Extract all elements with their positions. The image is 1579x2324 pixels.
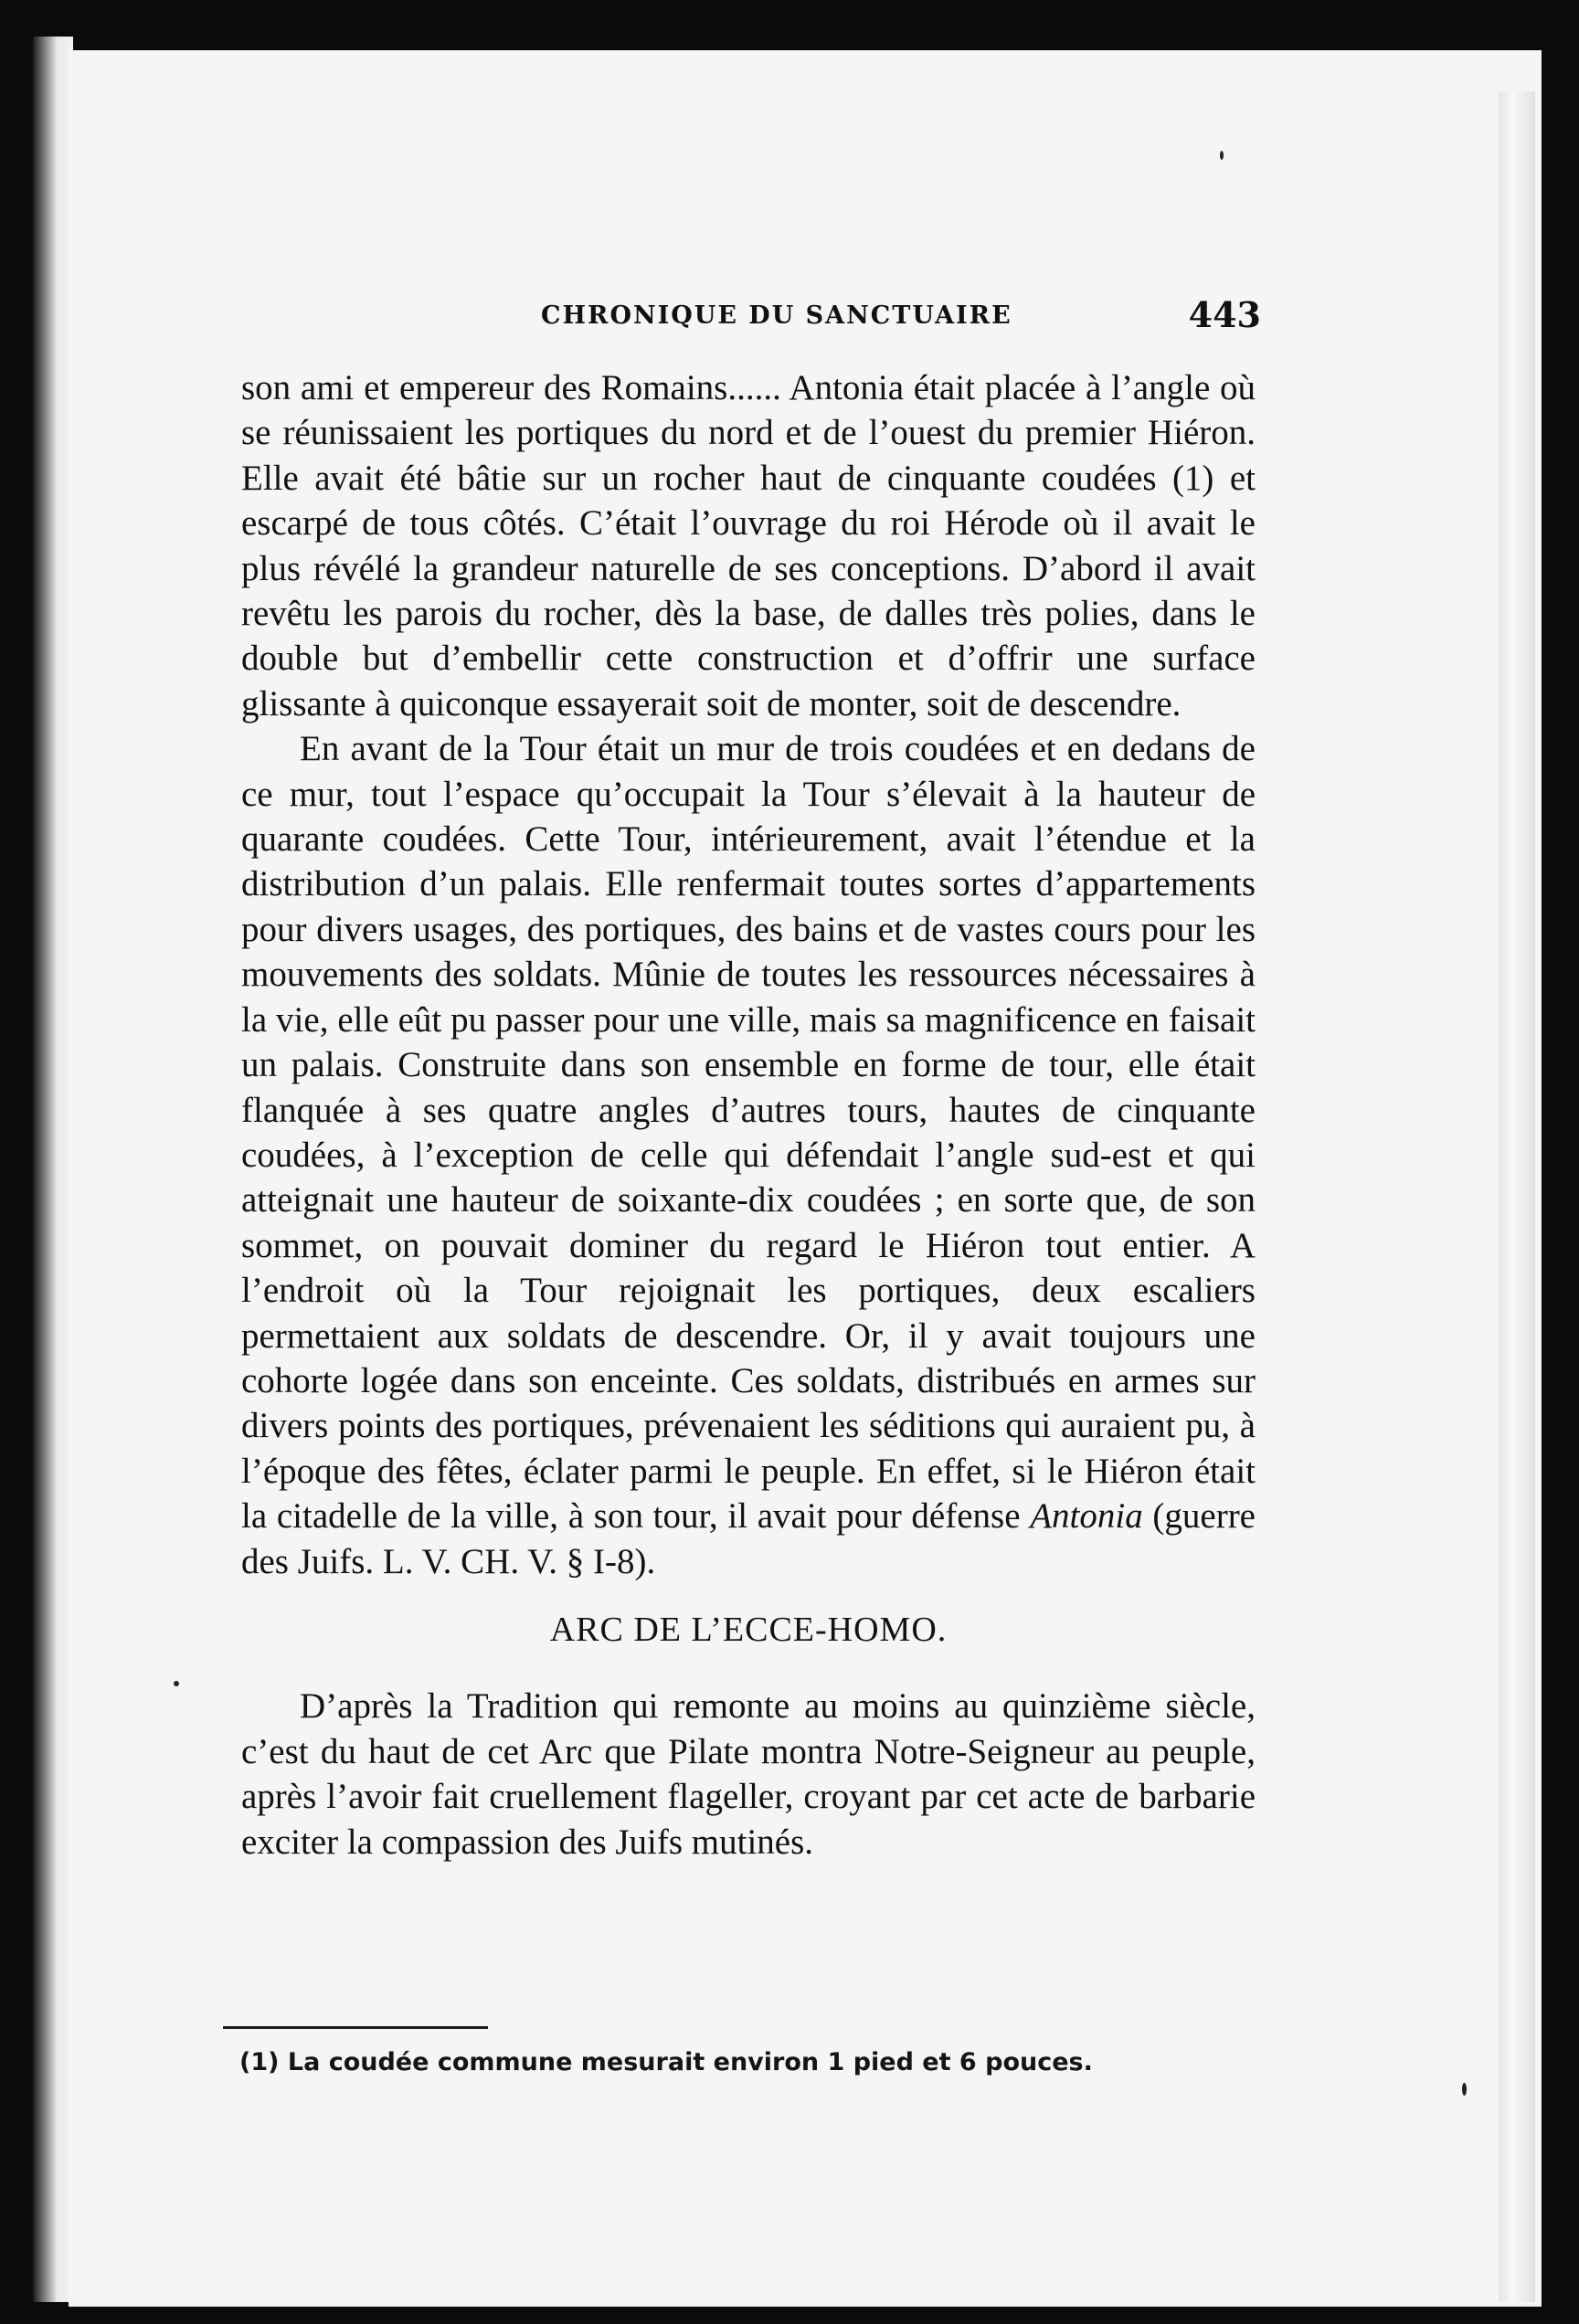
scan-speck: [1462, 2083, 1467, 2096]
scan-speck: [1220, 151, 1224, 160]
page-number: 443: [1188, 294, 1261, 335]
paragraph-continuation: son ami et empereur des Romains...... Antonia était placée à l’angle où se réunissaient les portiques du nord et de l’ouest du premier Hiéron. Elle avait été bâtie sur un rocher haut de cinquante coudées (1) et escarpé de tous côtés. C’était l’ouvrage du roi Hérode où il avait le plus révélé la grandeur naturelle de ses conceptions. D’abord il avait revêtu les parois du rocher, dès la base, de dalles très polies, dans le double but d’embellir cette construction et d’offrir une surface glissante à quiconque essayerait soit de monter, soit de descendre.: [241, 368, 1256, 724]
page-header: [247, 294, 1261, 340]
footnote-divider: [223, 2026, 488, 2029]
paragraph-text: En avant de la Tour était un mur de trois coudées et en dedans de ce mur, tout l’espace qu’occupait la Tour s’élevait à la hauteur de quarante coudées. Cette Tour, intérieurement, avait l’étendue et la distribution d’un palais. Elle renfermait toutes sortes d’appartements pour divers usages, des portiques, des bains et de vastes cours pour les mouvements des soldats. Mûnie de toutes les ressources nécessaires à la vie, elle eût pu passer pour une ville, mais sa magnificence en faisait un palais. Construite dans son ensemble en forme de tour, elle était flanquée à ses quatre angles d’autres tours, hautes de cinquante coudées, à l’exception de celle qui défendait l’angle sud-est et qui atteignait une hauteur de soixante-dix coudées ; en sorte que, de son sommet, on pouvait dominer du regard le Hiéron tout entier. A l’endroit où la Tour rejoignait les portiques, deux escaliers permettaient aux soldats de descendre. Or, il y avait toujours une cohorte logée dans son enceinte. Ces soldats, distribués en armes sur divers points des portiques, prévenaient les séditions qui auraient pu, à l’époque des fêtes, éclater parmi le peuple. En effet, si le Hiéron était la citadelle de la ville, à son tour, il avait pour défense: [241, 729, 1256, 1537]
italic-title: Antonia: [1030, 1496, 1143, 1537]
page-right-edge: [1499, 91, 1535, 2302]
paragraph-tour-antonia: [241, 726, 1256, 1584]
running-title: CHRONIQUE DU SANCTUAIRE: [541, 301, 1012, 330]
paragraph-text-reference: (guerre des Juifs. L. V. CH. V. § I-8).: [241, 1496, 1256, 1581]
paragraph-ecce-homo: D’après la Tradition qui remonte au moins au quinzième siècle, c’est du haut de cet Arc que Pilate montra Notre-Seigneur au peuple, après l’avoir fait cruellement flageller, croyant par cet acte de barbarie exciter la compassion des Juifs mutinés.: [241, 1686, 1256, 1862]
footnote: (1) La coudée commune mesurait environ 1 pied et 6 pouces.: [239, 2048, 1093, 2076]
page-left-edge: [33, 37, 73, 2302]
section-heading: ARC DE L’ECCE-HOMO.: [549, 1610, 948, 1649]
scan-speck: [174, 1681, 179, 1686]
page-body: [241, 365, 1256, 1864]
